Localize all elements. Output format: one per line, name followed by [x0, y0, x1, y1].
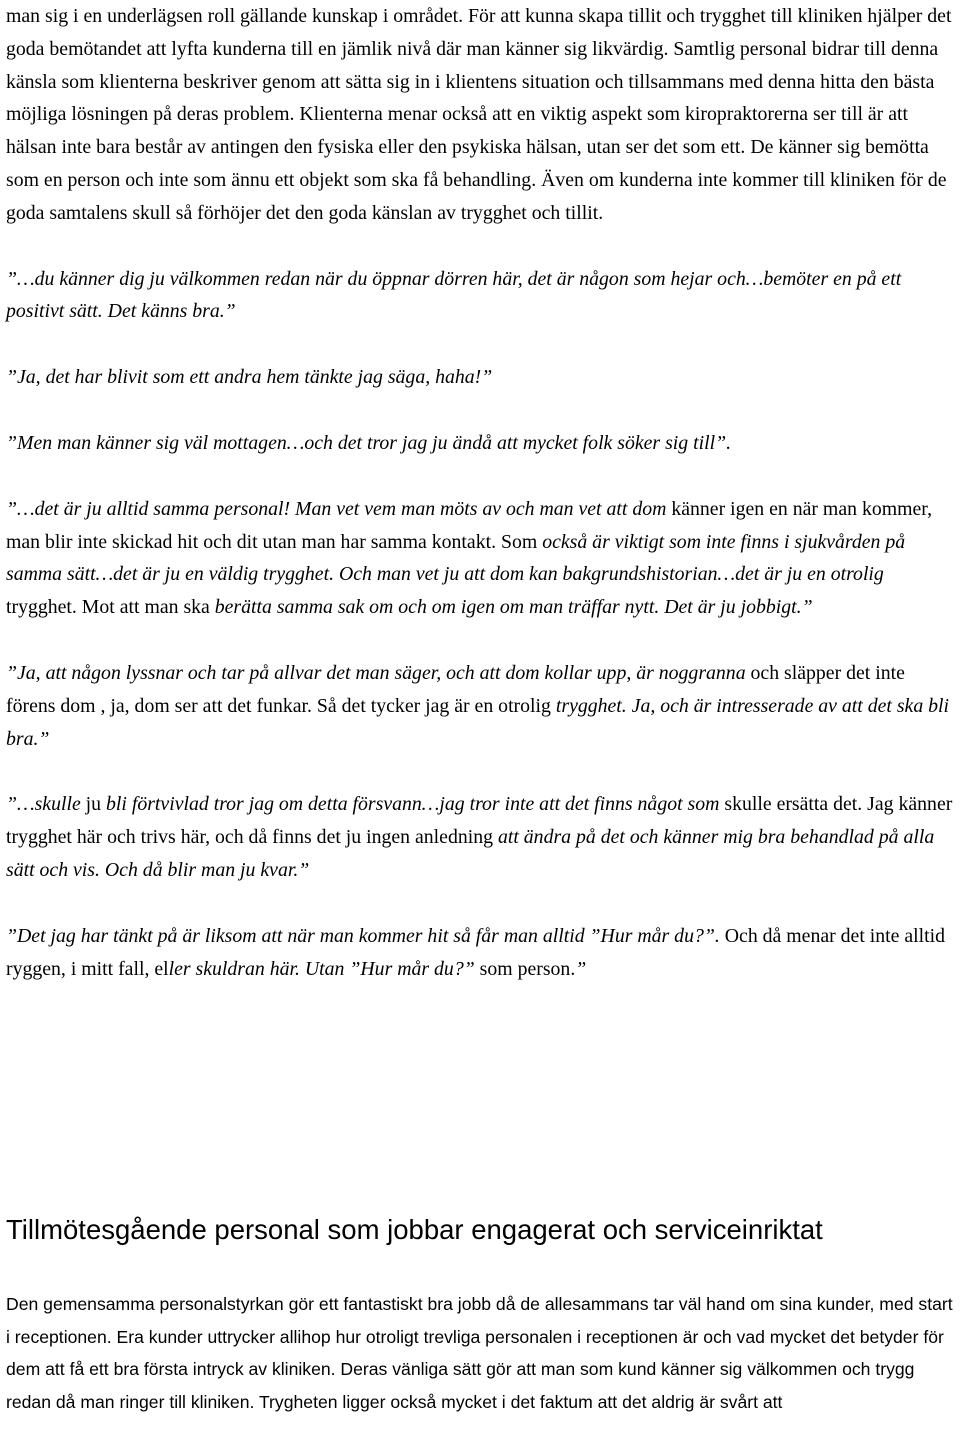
- quote-segment: Och då menar det inte alltid ryggen, i mitt fall, el: [6, 924, 946, 980]
- section-paragraph: Den gemensamma personalstyrkan gör ett fantastiskt bra jobb då de allesammans tar väl hand om sina kunder, med start i receptionen. Era kunder uttrycker allihop hur otroligt trevliga personalen i receptionen är och vad mycket det betyder för dem att få ett bra första intryck av kliniken. Deras vänliga sätt gör att man som kund känner sig välkommen och trygg redan då man ringer till kliniken. Trygheten ligger också mycket i det faktum att det aldrig är svårt att: [6, 1294, 953, 1412]
- quote-segment: trygghet. Mot att man ska: [6, 596, 215, 619]
- quote-segment: bli förtvivlad tror jag om detta försvann…jag tror inte att det finns något som: [106, 793, 720, 816]
- quote-segment: ”…det är ju alltid samma personal! Man vet vem man möts av och man vet att dom: [6, 497, 667, 520]
- quote-segment: skulle ersätta det. Jag känner trygghet här och trivs här, och då finns det ju ingen anledning: [6, 793, 953, 849]
- quote-segment: trygghet. Ja, och är intresserade av att det ska bli bra.”: [6, 694, 950, 750]
- quote-segment: ”: [575, 957, 587, 980]
- section-heading: Tillmötesgående personal som jobbar engagerat och serviceinriktat: [6, 1214, 823, 1245]
- quote-segment: att ändra på det och känner mig bra behandlad på alla sätt och vis. Och då blir man ju kvar.”: [6, 826, 935, 881]
- quote-segment: som person.: [474, 957, 576, 980]
- quote-segment: ”Ja, att någon lyssnar och tar på allvar det man säger, och att dom kollar upp, är noggranna: [6, 661, 746, 684]
- quote-second-home: ”Ja, det har blivit som ett andra hem tänkte jag säga, haha!”: [6, 366, 493, 389]
- intro-paragraph: man sig i en underlägsen roll gällande kunskap i området. För att kunna skapa tillit och trygghet till kliniken hjälper det goda bemötandet att lyfta kunderna till en jämlik nivå där man känner sig likvärdig. Samtlig personal bidrar till denna känsla som klienterna beskriver genom att sätta sig in i klientens situation och tillsammans med denna hitta den bästa möjliga lösningen på deras problem. Klienterna menar också att en viktig aspekt som kiropraktorerna ser till är att hälsan inte bara består av antingen den fysiska eller den psykiska hälsan, utan ser det som ett. De känner sig bemötta som en person och inte som ännu ett objekt som ska få behandling. Även om kunderna inte kommer till kliniken för de goda samtalens skull så förhöjer det den goda känslan av trygghet och tillit.: [6, 5, 952, 224]
- quote-segment: ”…skulle: [6, 793, 81, 816]
- quote-well-received: ”Men man känner sig väl mottagen…och det tror jag ju ändå att mycket folk söker sig till”.: [6, 431, 732, 454]
- document-page: [6, 0, 954, 1412]
- quote-segment: också är viktigt som inte finns i sjukvården på samma sätt…det är ju en väldig trygghet. Och man vet ju att dom kan bakgrundshistorian…det är ju en otrolig: [6, 530, 906, 586]
- quote-segment: ju: [80, 793, 107, 816]
- quote-welcome: ”…du känner dig ju välkommen redan när du öppnar dörren här, det är någon som hejar och…bemöter en på ett positivt sätt. Det känns bra.”: [6, 267, 902, 323]
- quote-desperate: [6, 788, 954, 886]
- quote-how-are-you: [6, 920, 954, 986]
- quote-segment: känner igen en när man kommer, man blir inte skickad hit och dit utan man har samma kontakt. Som: [6, 497, 933, 553]
- quote-segment: och släpper det inte förens dom , ja, dom ser att det funkar. Så det tycker jag är en otrolig: [6, 661, 905, 717]
- quote-listening: [6, 657, 954, 755]
- quote-segment: berätta samma sak om och om igen om man träffar nytt. Det är ju jobbigt.”: [214, 596, 813, 619]
- quote-segment: ”Det jag har tänkt på är liksom att när man kommer hit så får man alltid ”Hur mår du?”.: [6, 924, 720, 947]
- quote-same-staff: [6, 493, 954, 624]
- quote-segment: ler skuldran här. Utan ”Hur mår du?”: [168, 957, 475, 980]
